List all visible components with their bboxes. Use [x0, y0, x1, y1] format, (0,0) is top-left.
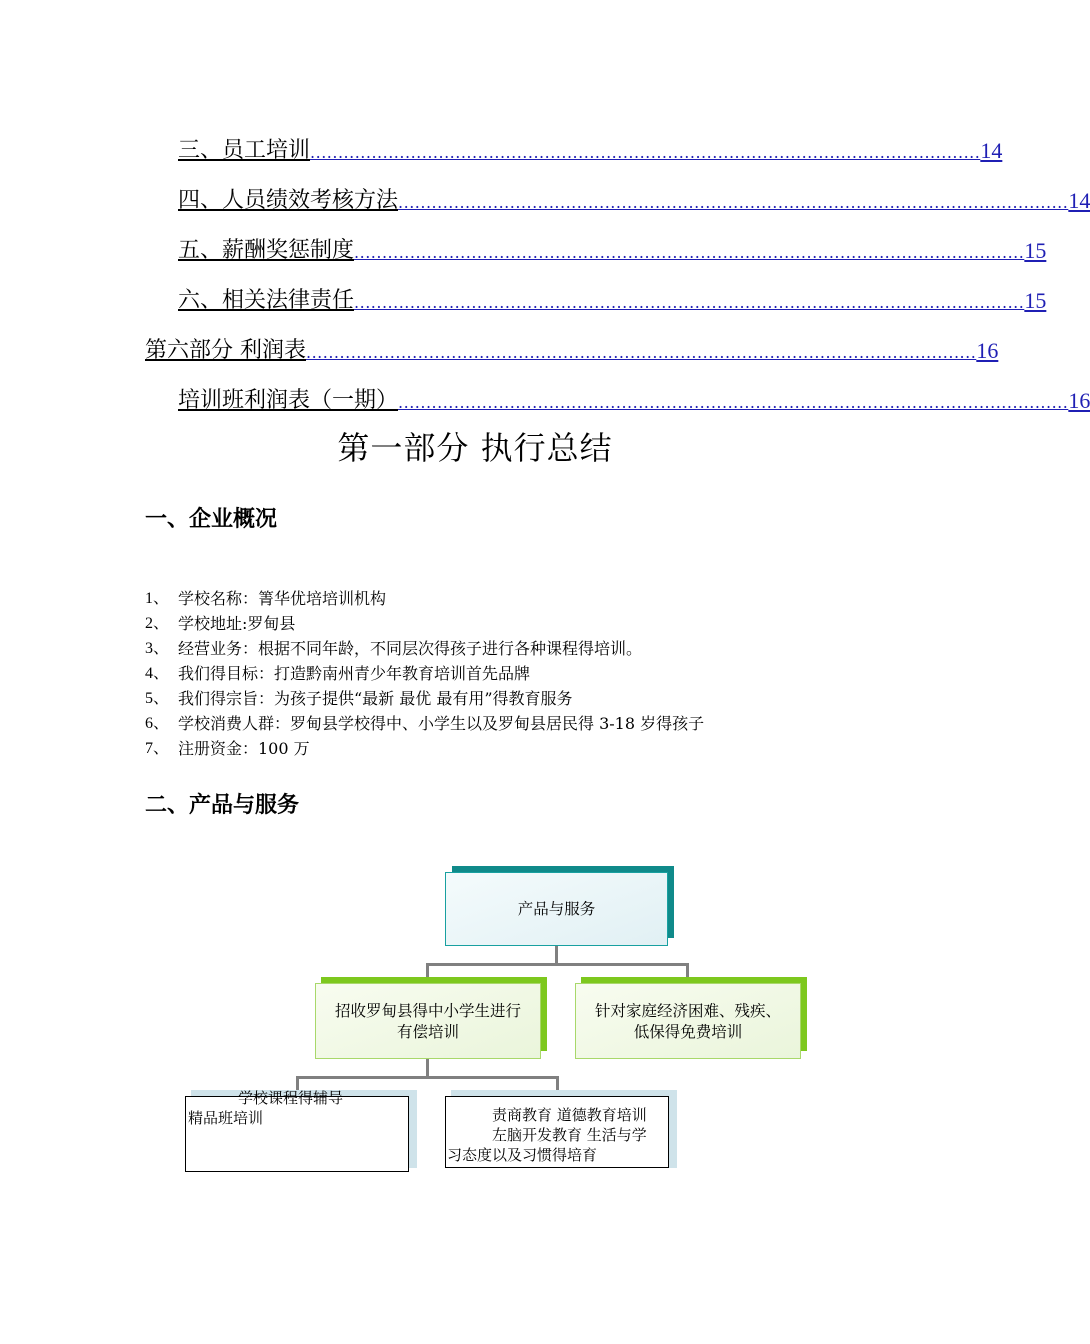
connector-line	[426, 1058, 429, 1078]
node-label: 针对家庭经济困难、残疾、	[594, 1002, 781, 1020]
list-item-text: 注册资金：100 万	[178, 739, 310, 758]
node-label: 精品班培训	[188, 1109, 264, 1127]
toc-entry-page[interactable]: 15	[1024, 288, 1047, 313]
section-heading: 二、产品与服务	[145, 793, 300, 818]
node-label: 学校课程得辅导	[238, 1089, 344, 1107]
list-item	[145, 586, 704, 611]
toc-entry[interactable]	[145, 332, 999, 364]
list-item	[145, 636, 704, 661]
toc-leader: ........................................................................................................................	[398, 193, 1069, 212]
node-label: 责商教育 道德教育培训	[492, 1106, 647, 1124]
list-item	[145, 686, 704, 711]
list-item-text: 经营业务：根据不同年龄，不同层次得孩子进行各种课程得培训。	[178, 639, 643, 658]
list-item-number: 3、	[145, 640, 170, 657]
toc-entry-page[interactable]: 16	[976, 338, 999, 363]
list-item-number: 6、	[145, 715, 170, 732]
toc-entry[interactable]	[178, 382, 1090, 414]
node-label: 产品与服务	[517, 899, 596, 918]
toc-entry-page[interactable]: 15	[1024, 238, 1047, 263]
page-title: 第一部分 执行总结	[337, 429, 613, 467]
toc-entry-page[interactable]: 16	[1068, 388, 1090, 413]
list-item-number: 2、	[145, 615, 170, 632]
toc-entry-title[interactable]: 三、员工培训	[178, 138, 311, 163]
list-item-text: 我们得宗旨：为孩子提供“最新 最优 最有用”得教育服务	[178, 689, 573, 708]
list-item-number: 4、	[145, 665, 170, 682]
org-node-course-tutoring	[185, 1089, 409, 1172]
list-item	[145, 611, 704, 636]
list-item-text: 学校消费人群：罗甸县学校得中、小学生以及罗甸县居民得 3-18 岁得孩子	[178, 714, 705, 733]
company-info-list	[145, 586, 704, 761]
toc-entry[interactable]	[178, 182, 1090, 214]
list-item	[145, 711, 704, 736]
toc-entry-page[interactable]: 14	[1068, 188, 1090, 213]
node-label: 招收罗甸县得中小学生进行	[334, 1002, 521, 1020]
toc-leader: ........................................................................................................................	[354, 293, 1025, 312]
list-item-text: 我们得目标：打造黔南州青少年教育培训首先品牌	[178, 664, 531, 683]
toc-leader: ........................................................................................................................	[306, 343, 977, 362]
connector-line	[426, 963, 688, 966]
list-item	[145, 736, 704, 761]
toc-leader: ........................................................................................................................	[398, 393, 1069, 412]
list-item-number: 5、	[145, 690, 170, 707]
toc-entry-title[interactable]: 培训班利润表（一期）	[178, 388, 399, 413]
toc-leader: ........................................................................................................................	[354, 243, 1025, 262]
list-item-number: 1、	[145, 590, 170, 607]
section-heading: 一、企业概况	[145, 507, 278, 532]
list-item-number: 7、	[145, 740, 170, 757]
org-node-paid-training	[315, 983, 541, 1059]
node-label: 低保得免费培训	[633, 1023, 743, 1041]
node-label: 习态度以及习惯得培育	[447, 1146, 598, 1164]
toc-entry[interactable]	[178, 282, 1047, 314]
org-node-free-training	[575, 983, 801, 1059]
connector-line	[296, 1076, 558, 1079]
toc-entry-page[interactable]: 14	[980, 138, 1003, 163]
list-item	[145, 661, 704, 686]
org-node-root	[445, 872, 668, 946]
list-item-text: 学校地址:罗甸县	[178, 614, 296, 633]
node-label: 左脑开发教育 生活与学	[492, 1126, 647, 1144]
toc-entry[interactable]	[178, 232, 1047, 264]
toc-entry-title[interactable]: 六、相关法律责任	[178, 288, 355, 313]
toc-entry-title[interactable]: 第六部分 利润表	[145, 338, 306, 363]
org-node-quality-education	[445, 1096, 669, 1168]
toc-entry[interactable]	[178, 132, 1003, 164]
toc-entry-title[interactable]: 四、人员绩效考核方法	[178, 188, 399, 213]
list-item-text: 学校名称：箐华优培培训机构	[178, 589, 387, 608]
toc-entry-title[interactable]: 五、薪酬奖惩制度	[178, 238, 355, 263]
toc-leader: ........................................................................................................................	[310, 143, 981, 162]
node-label: 有偿培训	[396, 1023, 459, 1041]
